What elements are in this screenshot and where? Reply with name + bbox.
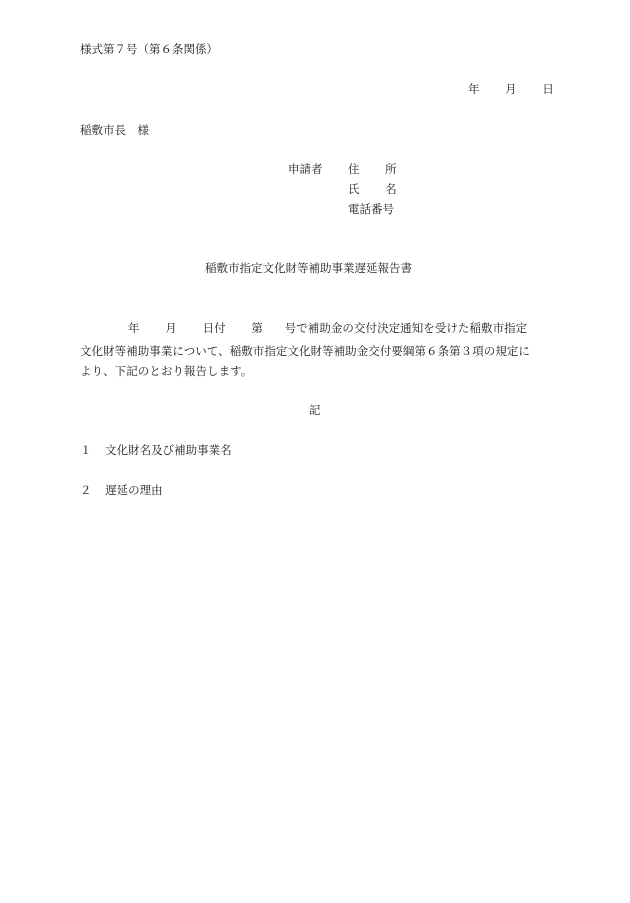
date-line	[468, 84, 554, 96]
date-day: 日	[542, 82, 554, 96]
item-2	[80, 485, 163, 497]
item-1-label: 文化財名及び補助事業名	[105, 443, 232, 457]
body-year: 年	[128, 321, 140, 335]
document-title: 稲敷市指定文化財等補助事業遅延報告書	[205, 261, 412, 275]
date-year: 年	[468, 82, 480, 96]
name-label-char-2: 名	[385, 182, 397, 196]
addressee: 稲敷市長 様	[80, 123, 149, 137]
body-line-1-rest: 号で補助金の交付決定通知を受けた稲敷市指定	[284, 321, 528, 335]
body-month: 月	[165, 321, 177, 335]
ki-heading: 記	[309, 403, 321, 417]
body-line-1	[128, 323, 527, 335]
address-label-char-2: 所	[385, 162, 397, 176]
item-1	[80, 445, 232, 457]
date-month: 月	[505, 82, 517, 96]
phone-label: 電話番号	[348, 202, 394, 216]
name-label	[348, 184, 397, 196]
body-number-prefix: 第	[251, 321, 263, 335]
address-label	[348, 164, 397, 176]
item-2-number: ２	[80, 483, 92, 497]
address-label-char-1: 住	[348, 162, 360, 176]
item-2-label: 遅延の理由	[105, 483, 163, 497]
form-number: 様式第７号（第６条関係）	[80, 42, 218, 56]
body-line-3: より、下記のとおり報告します。	[80, 364, 253, 378]
applicant-heading: 申請者	[288, 162, 323, 176]
item-1-number: １	[80, 443, 92, 457]
name-label-char-1: 氏	[348, 182, 360, 196]
body-day: 日付	[202, 321, 226, 335]
body-line-2: 文化財等補助事業について、稲敷市指定文化財等補助金交付要綱第６条第３項の規定に	[80, 344, 530, 358]
